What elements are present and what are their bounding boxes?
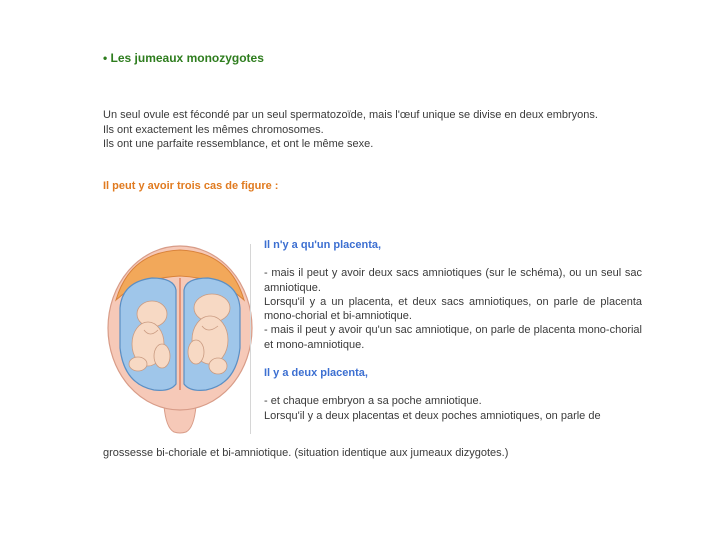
cases-title: Il peut y avoir trois cas de figure : [103, 180, 279, 192]
case2-line: - et chaque embryon a sa poche amniotique. [264, 395, 482, 408]
case1-line: - mais il peut y avoir deux sacs amniotiques (sur le schéma), ou un seul sac amniotique. [264, 267, 642, 294]
case1-title: Il n'y a qu'un placenta, [264, 239, 382, 251]
intro-line: Ils ont exactement les mêmes chromosomes. [103, 123, 324, 136]
case2-line: Lorsqu'il y a deux placentas et deux poches amniotiques, on parle de [264, 409, 601, 422]
case2-title: Il y a deux placenta, [264, 367, 368, 380]
case1-line: - mais il peut y avoir qu'un sac amniotique, on parle de placenta mono-chorial et mono-amniotique. [264, 324, 642, 351]
case1-line: Lorsqu'il y a un placenta, et deux sacs amniotiques, on parle de placenta mono-chorial et bi-amniotique. [264, 295, 642, 323]
case2-continuation: grossesse bi-choriale et bi-amniotique. (situation identique aux jumeaux dizygotes.) [103, 447, 509, 459]
intro-line: Un seul ovule est fécondé par un seul spermatozoïde, mais l'œuf unique se divise en deux embryons. [103, 109, 598, 121]
illustration-divider [250, 244, 251, 434]
twin-embryos-illustration [100, 238, 260, 438]
intro-paragraph [103, 108, 598, 152]
cases-details [264, 238, 642, 423]
intro-line: Ils ont une parfaite ressemblance, et ont le même sexe. [103, 138, 374, 150]
section-heading: • Les jumeaux monozygotes [103, 51, 264, 65]
